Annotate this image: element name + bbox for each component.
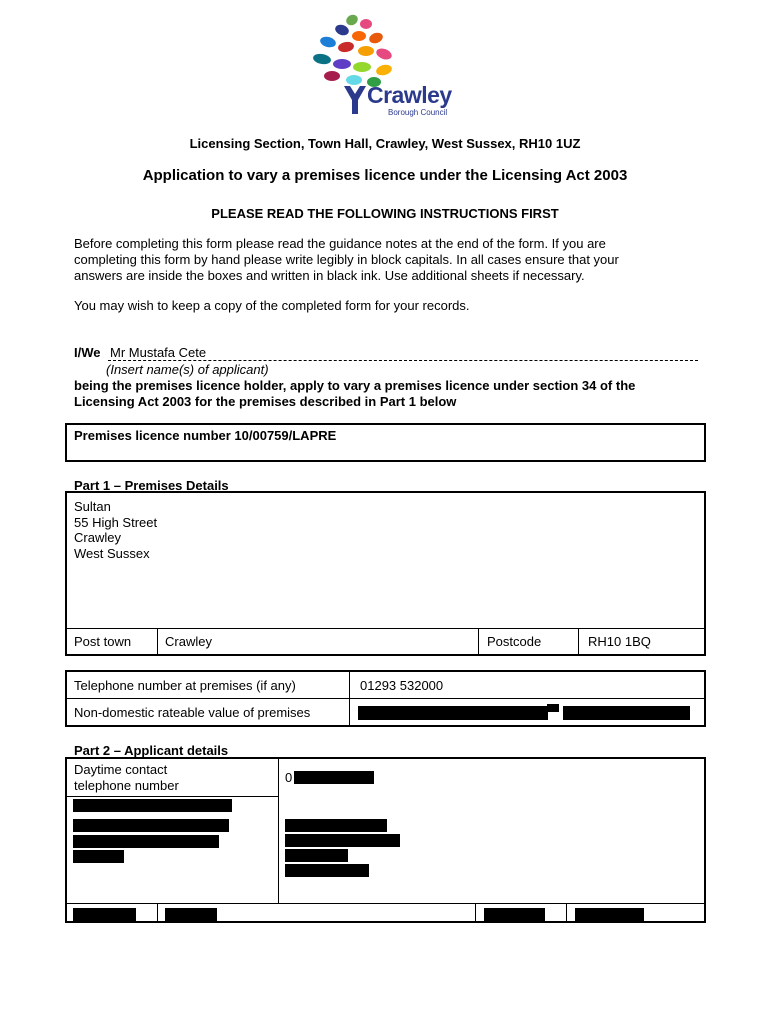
- redaction-bar: [73, 908, 136, 921]
- council-address: Licensing Section, Town Hall, Crawley, West Sussex, RH10 1UZ: [189, 136, 581, 151]
- divider: [157, 628, 158, 655]
- crawley-borough-council-logo: [304, 14, 464, 118]
- applicant-name-caption: (Insert name(s) of applicant): [106, 362, 269, 377]
- licence-number: Premises licence number 10/00759/LAPRE: [74, 428, 337, 443]
- redaction-bar: [73, 850, 124, 863]
- statement-line: being the premises licence holder, apply to vary a premises licence under section 34 of the: [74, 378, 636, 393]
- redaction-bar: [294, 771, 374, 784]
- instruction-line: Before completing this form please read the guidance notes at the end of the form. If you are: [74, 236, 606, 251]
- daytime-phone-field[interactable]: 0: [285, 770, 293, 785]
- redaction-bar: [285, 864, 369, 877]
- divider: [157, 903, 158, 922]
- redaction-bar: [563, 706, 690, 720]
- form-title: Application to vary a premises licence under the Licensing Act 2003: [142, 167, 628, 184]
- address-line: West Sussex: [74, 545, 150, 561]
- rateable-value-label: Non-domestic rateable value of premises: [74, 705, 311, 720]
- copy-note: You may wish to keep a copy of the completed form for your records.: [74, 298, 470, 313]
- redaction-bar: [165, 908, 217, 921]
- divider: [66, 628, 705, 629]
- divider: [66, 698, 705, 699]
- premises-phone-label: Telephone number at premises (if any): [74, 678, 296, 693]
- divider: [578, 628, 579, 655]
- redaction-bar: [73, 835, 219, 848]
- premises-details-box: [65, 491, 706, 656]
- instruction-line: completing this form by hand please write legibly in block capitals. In all cases ensure that your: [74, 252, 619, 267]
- address-line: Crawley: [74, 530, 121, 545]
- premises-address-field[interactable]: [74, 499, 157, 561]
- holder-statement: [74, 378, 714, 410]
- applicant-label: I/We: [74, 345, 101, 360]
- premises-phone-field[interactable]: 01293 532000: [360, 678, 444, 693]
- logo-wordmark: Crawley: [367, 82, 452, 108]
- statement-line: Licensing Act 2003 for the premises described in Part 1 below: [74, 394, 457, 409]
- applicant-name-underline: [108, 360, 698, 361]
- address-line: Sultan: [74, 499, 111, 514]
- redaction-bar: [73, 799, 232, 812]
- divider: [475, 903, 476, 922]
- address-line: 55 High Street: [74, 514, 158, 530]
- redaction-bar: [358, 706, 548, 720]
- divider: [566, 903, 567, 922]
- part2-heading: Part 2 – Applicant details: [74, 743, 229, 758]
- redaction-bar: [285, 849, 348, 862]
- logo-subtitle: Borough Council: [388, 108, 448, 117]
- part1-heading: Part 1 – Premises Details: [74, 478, 229, 493]
- post-town-label: Post town: [74, 634, 132, 649]
- redaction-bar: [285, 834, 400, 847]
- label-line: Daytime contact: [74, 762, 168, 777]
- divider: [349, 671, 350, 726]
- daytime-phone-label: [74, 762, 179, 793]
- redaction-bar: [285, 819, 387, 832]
- postcode-field[interactable]: RH10 1BQ: [588, 634, 651, 649]
- redaction-bar: [73, 819, 229, 832]
- divider: [478, 628, 479, 655]
- post-town-field[interactable]: Crawley: [165, 634, 212, 649]
- instruction-line: answers are inside the boxes and written in black ink. Use additional sheets if necessary.: [74, 268, 585, 283]
- instructions-paragraph: [74, 236, 694, 284]
- label-line: telephone number: [74, 777, 179, 793]
- redaction-bar: [547, 704, 559, 712]
- redaction-bar: [484, 908, 545, 921]
- instructions-heading: PLEASE READ THE FOLLOWING INSTRUCTIONS FIRST: [211, 206, 559, 221]
- postcode-label: Postcode: [487, 634, 542, 649]
- divider: [278, 758, 279, 903]
- divider: [66, 903, 705, 904]
- divider: [66, 796, 278, 797]
- redaction-bar: [575, 908, 644, 921]
- applicant-name-field[interactable]: Mr Mustafa Cete: [110, 345, 207, 360]
